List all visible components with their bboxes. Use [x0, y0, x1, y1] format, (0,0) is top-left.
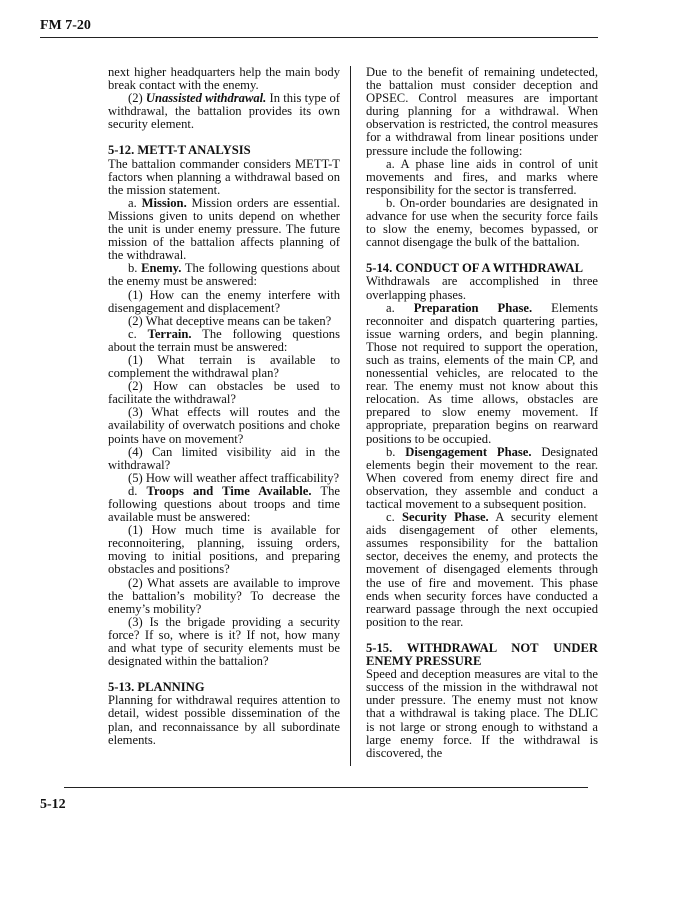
section-heading-5-14: 5-14. CONDUCT OF A WITHDRAWAL [366, 261, 584, 276]
paragraph-enemy [108, 262, 340, 288]
list-item: (3) Is the brigade providing a security force? If so, where is it? If not, how many and what type of security elements must be designated within the battalion? [108, 614, 340, 669]
item-lead: c. [128, 326, 148, 341]
item-lead: b. [386, 444, 406, 459]
list-item: (5) How will weather affect trafficability? [128, 470, 340, 485]
list-item: (1) How much time is available for reconnoitering, planning, issuing orders, moving to initial positions, and preparing obstacles and positions? [108, 523, 340, 577]
paragraph-unassisted-withdrawal [108, 92, 340, 131]
paragraph-preparation-phase [366, 302, 598, 446]
item-lead: a. [386, 300, 414, 315]
paragraph: Planning for withdrawal requires attention to detail, widest possible dissemination of the plan, and reconnaissance by all subordinate elements. [108, 693, 340, 747]
paragraph-terrain [108, 328, 340, 354]
footer-divider [64, 787, 588, 788]
section-heading-5-12: 5-12. METT-T ANALYSIS [108, 143, 251, 158]
list-item: (4) Can limited visibility aid in the withdrawal? [108, 444, 340, 472]
paragraph: Speed and deception measures are vital to the success of the mission in the withdrawal not under pressure. The enemy must not know that a withdrawal is taking place. The DLIC is not large or strong enough to withstand a large enemy force. If the withdrawal is discovered, the [366, 667, 598, 760]
paragraph: The battalion commander considers METT-T factors when planning a withdrawal based on the mission statement. [108, 156, 340, 197]
item-lead: a. [128, 195, 142, 210]
term: Preparation Phase. [413, 300, 533, 315]
item-text: The following questions about troops and time available must be answered: [108, 483, 340, 525]
item-text: In this type of withdrawal, the battalion provides its own security element. [108, 91, 340, 132]
manual-id-header: FM 7-20 [40, 18, 91, 33]
list-item: b. On-order boundaries are designated in advance for use when the security force fails to slow the enemy, becomes bypassed, or cannot disengage the bulk of the battalion. [366, 195, 598, 250]
paragraph-security-phase [366, 511, 598, 629]
list-item: (1) What terrain is available to complement the withdrawal plan? [108, 352, 340, 381]
item-text: Elements reconnoiter and dispatch quartering parties, issue warning orders, and begin planning. Those not required to support the operation, such as trains, elements of the main CP, and nonessential vehicles, are relocated to the rear. The enemy must not know about this relocation. As time allows, obstacles are prepared to slow enemy movement. If appropriate, preparation begins on rearward positions to be occupied. [366, 300, 598, 446]
item-lead: c. [386, 510, 403, 525]
term: Security Phase. [402, 510, 489, 525]
paragraph: next higher headquarters help the main body break contact with the enemy. [108, 65, 340, 93]
paragraph-mission [108, 197, 340, 262]
right-column [366, 66, 598, 760]
item-lead: d. [128, 483, 147, 498]
paragraph: Withdrawals are accomplished in three overlapping phases. [366, 274, 598, 302]
column-divider [350, 66, 351, 766]
section-heading-5-13: 5-13. PLANNING [108, 680, 205, 695]
item-lead: b. [128, 261, 142, 276]
paragraph-disengagement-phase [366, 446, 598, 511]
paragraph-troops-time [108, 485, 340, 524]
paragraph: Due to the benefit of remaining undetected, the battalion must consider deception and OPSEC. Control measures are important during planning for a withdrawal. When observation is restricted, the control measures for a withdrawal from linear positions under pressure include the following: [366, 65, 598, 158]
left-column [108, 66, 340, 747]
header-divider [40, 37, 598, 38]
list-item: a. A phase line aids in control of unit movements and fires, and marks where responsibility for the sector is transferred. [366, 156, 598, 197]
list-item: (2) What assets are available to improve the battalion’s mobility? To decrease the enemy’s mobility? [108, 575, 340, 616]
item-text: The following questions about the enemy must be answered: [108, 261, 341, 289]
term: Disengagement Phase. [405, 444, 532, 459]
list-item: (2) What deceptive means can be taken? [128, 313, 332, 328]
item-text: A security element aids disengagement of other elements, assumes responsibility for the battalion sector, deceives the enemy, and protects the movement of disengaged elements through the use of fire and movement. This phase ends when security forces have conducted a rearward passage through the next occupied position to the rear. [366, 510, 598, 629]
list-item: (3) What effects will routes and the availability of overwatch positions and choke points have on movement? [108, 405, 340, 446]
list-item: (2) How can obstacles be used to facilitate the withdrawal? [108, 379, 340, 407]
term: Terrain. [147, 326, 192, 341]
term: Unassisted withdrawal. [145, 91, 267, 106]
item-text: Designated elements begin their movement to the rear. When covered from enemy direct fire and observation, they assemble and conduct a tactical movement to a subsequent position. [366, 444, 598, 511]
term: Enemy. [141, 261, 182, 276]
page-number: 5-12 [40, 797, 66, 812]
section-heading-5-15: 5-15. WITHDRAWAL NOT UNDER ENEMY PRESSURE [366, 640, 598, 669]
term: Mission. [141, 195, 187, 210]
item-text: The following questions about the terrain must be answered: [108, 326, 340, 354]
item-text: Mission orders are essential. Missions given to units depend on whether the unit is under enemy pressure. The future mission of the battalion affects planning of the withdrawal. [108, 195, 341, 263]
item-lead: (2) [128, 91, 146, 106]
term: Troops and Time Available. [146, 483, 312, 498]
list-item: (1) How can the enemy interfere with disengagement and displacement? [108, 287, 340, 315]
